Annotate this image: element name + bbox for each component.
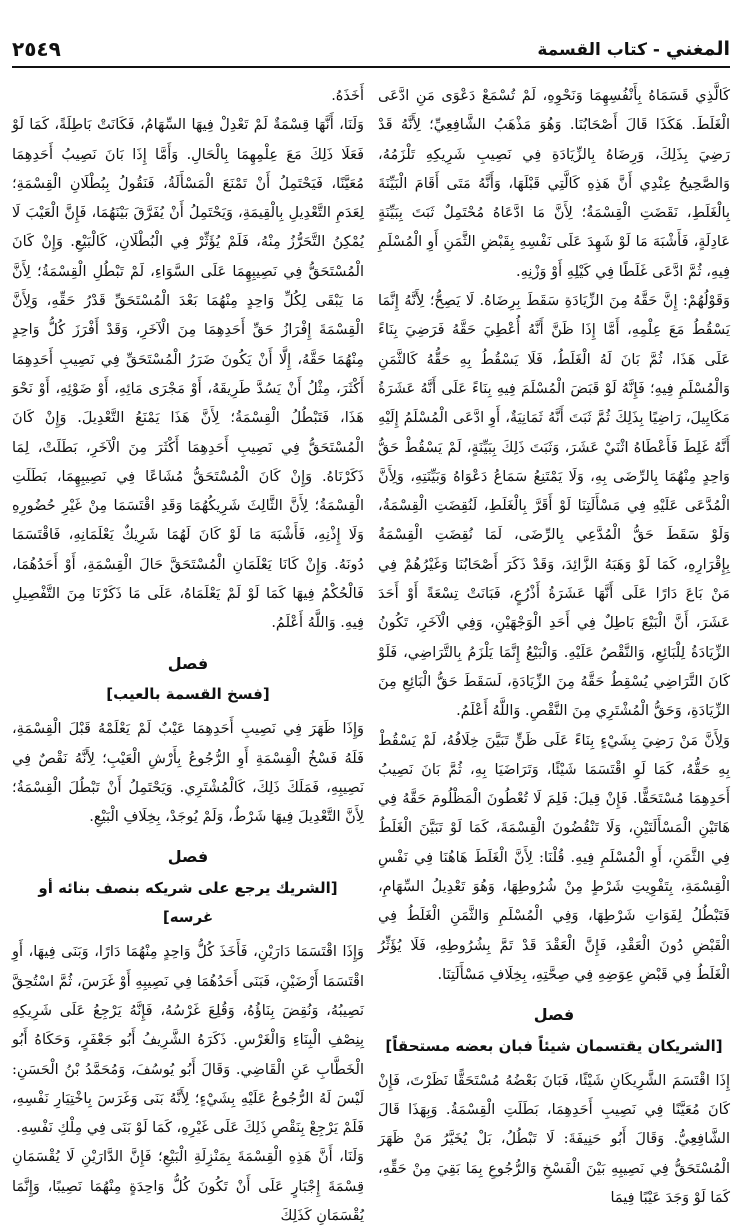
section-heading: فصل xyxy=(167,847,209,867)
paragraph: إِذَا اقْتَسَمَ الشَّرِيكَانِ شَيْئًا، فَبَانَ بَعْضُهُ مُسْتَحَقًّا نَظَرْتَ، فَإِنْ كَانَ مُعَيَّنًا فِي نَصِيبِ أَحَدِهِمَا، بَطَلَتِ الْقِسْمَةُ. وَبِهَذَا قَالَ الشَّافِعِيُّ. وَقَالَ أَبُو حَنِيفَةَ: لَا تَبْطُلُ، بَلْ يُخَيَّرُ مَنْ ظَهَرَ الْمُسْتَحَقُّ فِي نَصِيبِهِ بَيْنَ الْفَسْخِ وَالرُّجُوعِ بِمَا بَقِيَ مِنْ حَقِّهِ، كَمَا لَوْ وَجَدَ عَيْبًا فِيمَا xyxy=(378,1072,730,1206)
section-heading: فصل xyxy=(167,653,209,673)
paragraph: أَخَذَهُ. xyxy=(331,88,364,104)
paragraph: وَلَنَا، أَنَّهَا قِسْمَةٌ لَمْ تَعْدِلْ فِيهَا السِّهَامُ، فَكَانَتْ بَاطِلَةً، كَمَا لَوْ فَعَلَا ذَلِكَ مَعَ عِلْمِهِمَا بِالْحَالِ. وَأَمَّا إِذَا بَانَ نَصِيبُ أَحَدِهِمَا مُعَيَّنًا، فَيَحْتَمِلُ أَنْ تَمْنَعَ الْمَسْأَلَةُ، فَنَقُولُ بِبُطْلَانِ الْقِسْمَةِ؛ لِعَدَمِ التَّعْدِيلِ بِالْقِيمَةِ، وَيَحْتَمِلُ أَنْ يُفَرَّقَ بَيْنَهُمَا، فَإِنَّ الْعَيْبَ لَا يُمْكِنُ التَّحَرُّزُ مِنْهُ، فَلَمْ يُؤَثِّرْ فِي الْبُطْلَانِ، كَالْبَيْعِ. وَإِنْ كَانَ الْمُسْتَحَقُّ فِي نَصِيبِهِمَا عَلَى السَّوَاءِ، لَمْ تَبْطُلِ الْقِسْمَةُ؛ لِأَنَّ مَا يَبْقَى لِكُلِّ وَاحِدٍ مِنْهُمَا بَعْدَ الْمُسْتَحَقِّ قَدْرُ حَقِّهِ، وَلِأَنَّ الْقِسْمَةَ إِفْرَازُ حَقِّ أَحَدِهِمَا مِنَ الْآخَرِ، وَقَدْ أَفْرَزَ كُلُّ وَاحِدٍ مِنْهُمَا حَقَّهُ، إِلَّا أَنْ يَكُونَ ضَرَرُ الْمُسْتَحَقِّ فِي نَصِيبِ أَحَدِهِمَا أَكْثَرَ، مِثْلُ أَنْ يَسُدَّ طَرِيقَهُ، أَوْ مَجْرَى مَائِهِ، أَوْ ضَوْئِهِ، أَوْ نَحْوَ هَذَا، فَتَبْطُلُ الْقِسْمَةُ؛ لِأَنَّ هَذَا يَمْنَعُ التَّعْدِيلَ. وَإِنْ كَانَ الْمُسْتَحَقُّ فِي نَصِيبِ أَحَدِهِمَا أَكْثَرَ مِنَ الْآخَرِ، بَطَلَتْ، لِمَا ذَكَرْنَاهُ. وَإِنْ كَانَ الْمُسْتَحَقُّ مُشَاعًا فِي نَصِيبِهِمَا، بَطَلَتِ الْقِسْمَةُ؛ لِأَنَّ الثَّالِثَ شَرِيكُهُمَا وَقَدِ اقْتَسَمَا مِنْ غَيْرِ حُضُورِهِ وَلَا إِذْنِهِ، فَأَشْبَهَ مَا لَوْ كَانَ لَهُمَا شَرِيكٌ يَعْلَمَانِهِ، فَاقْتَسَمَا دُونَهُ. وَإِنْ كَانَا يَعْلَمَانِ الْمُسْتَحَقَّ حَالَ الْقِسْمَةِ، أَوْ أَحَدُهُمَا، فَالْحُكْمُ فِيهَا كَمَا لَوْ لَمْ يَعْلَمَاهُ، عَلَى مَا ذَكَرْنَا مِنَ التَّفْصِيلِ فِيهِ. وَاللَّهُ أَعْلَمُ. xyxy=(12,117,364,632)
section-subheading: [فسخ القسمة بالعيب] xyxy=(106,684,270,703)
paragraph: وَقَوْلُهُمْ: إِنَّ حَقَّهُ مِنَ الزِّيَادَةِ سَقَطَ بِرِضَاهُ. لَا يَصِحُّ؛ لِأَنَّهُ إِنَّمَا يَسْقُطُ مَعَ عِلْمِهِ، أَمَّا إِذَا ظَنَّ أَنَّهُ أُعْطِيَ حَقَّهُ فَرَضِيَ بِنَاءً عَلَى هَذَا، ثُمَّ بَانَ لَهُ الْغَلَطُ، فَلَا يَسْقُطُ بِهِ حَقُّهُ كَالثَّمَنِ وَالْمُسْلَمِ فِيهِ؛ فَإِنَّهُ لَوْ قَبَضَ الْمُسْلَمَ فِيهِ بِنَاءً عَلَى أَنَّهُ عَشَرَةُ مَكَايِيلَ، رَاضِيًا بِذَلِكَ ثُمَّ ثَبَتَ أَنَّهُ ثَمَانِيَةٌ، أَوِ ادَّعَى الْمُسْلَمُ إِلَيْهِ أَنَّهُ غَلِطَ فَأَعْطَاهُ اثْنَيْ عَشَرَ، وَثَبَتَ ذَلِكَ بِبَيِّنَةٍ، لَمْ يَسْقُطْ حَقُّ وَاحِدٍ مِنْهُمَا بِالرِّضَى بِهِ، وَلَا يَمْتَنِعُ سَمَاعُ دَعْوَاهُ وَبَيِّنَتِهِ، وَلِأَنَّ الْمُدَّعَى عَلَيْهِ فِي مَسْأَلَتِنَا لَوْ أَقَرَّ بِالْغَلَطِ، لَنُقِضَتِ الْقِسْمَةُ، وَلَوْ سَقَطَ حَقُّ الْمُدَّعِي بِالرِّضَى، لَمَا نُقِضَتِ الْقِسْمَةُ بِإِقْرَارِهِ، كَمَا لَوْ وَهَبَهُ الزَّائِدَ، وَقَدْ ذَكَرَ أَصْحَابُنَا وَغَيْرُهُمْ فِي مَنْ بَاعَ دَارًا عَلَى أَنَّهَا عَشَرَةُ أَذْرُعٍ، فَبَانَتْ تِسْعَةً أَوْ أَحَدَ عَشَرَ، أَنَّ الْبَيْعَ بَاطِلٌ فِي أَحَدِ الْوَجْهَيْنِ، وَفِي الْآخَرِ، تَكُونُ الزِّيَادَةُ لِلْبَائِعِ، وَالنَّقْصُ عَلَيْهِ. وَالْبَيْعُ إِنَّمَا يَلْزَمُ بِالتَّرَاضِي، فَلَوْ كَانَ التَّرَاضِي يُسْقِطُ حَقَّهُ مِنَ الزِّيَادَةِ، لَسَقَطَ حَقُّ الْبَائِعِ مِنَ الزِّيَادَةِ، وَحَقُّ الْمُشْتَرِي مِنَ النَّقْصِ. وَاللَّهُ أَعْلَمُ. xyxy=(378,293,730,720)
left-column xyxy=(12,82,364,1224)
paragraph: وَإِذَا ظَهَرَ فِي نَصِيبِ أَحَدِهِمَا عَيْبٌ لَمْ يَعْلَمْهُ قَبْلَ الْقِسْمَةِ، فَلَهُ فَسْخُ الْقِسْمَةِ أَوِ الرُّجُوعُ بِأَرْشِ الْعَيْبِ؛ لِأَنَّهُ نَقْصٌ فِي نَصِيبِهِ، فَمَلَكَ ذَلِكَ، كَالْمُشْتَرِي. وَيَحْتَمِلُ أَنْ تَبْطُلَ الْقِسْمَةُ؛ لِأَنَّ التَّعْدِيلَ فِيهَا شَرْطٌ، وَلَمْ يُوجَدْ، بِخِلَافِ الْبَيْعِ. xyxy=(12,721,364,826)
section-subheading: [الشريكان يقتسمان شيئاً فبان بعضه مستحقاً] xyxy=(385,1036,723,1055)
book-title: المغني xyxy=(665,38,730,60)
paragraph: وَلَنَا، أَنَّ هَذِهِ الْقِسْمَةَ بِمَنْزِلَةِ الْبَيْعِ؛ فَإِنَّ الدَّارَيْنِ لَا يُقْسَمَانِ قِسْمَةَ إِجْبَارٍ عَلَى أَنْ تَكُونَ كُلُّ وَاحِدَةٍ مِنْهُمَا نَصِيبًا، وَإِنَّمَا يُقْسَمَانِ كَذَلِكَ xyxy=(12,1149,364,1224)
section-heading: فصل xyxy=(533,1005,575,1025)
paragraph: وَلِأَنَّ مَنْ رَضِيَ بِشَيْءٍ بِنَاءً عَلَى ظَنٍّ تَبَيَّنَ خِلَافُهُ، لَمْ يَسْقُطْ بِهِ حَقُّهُ، كَمَا لَوِ اقْتَسَمَا شَيْئًا، وَتَرَاضَيَا بِهِ، ثُمَّ بَانَ نَصِيبُ أَحَدِهِمَا مُسْتَحَقًّا. فَإِنْ قِيلَ: فَلِمَ لَا تُعْطُونَ الْمَظْلُومَ حَقَّهُ فِي هَاتَيْنِ الْمَسْأَلَتَيْنِ، وَلَا تَنْقُضُونَ الْقِسْمَةَ، كَمَا لَوْ تَبَيَّنَ الْغَلَطُ فِي الثَّمَنِ، أَوِ الْمُسْلَمِ فِيهِ. قُلْنَا: لِأَنَّ الْغَلَطَ هَاهُنَا فِي نَفْسِ الْقِسْمَةِ، بِتَفْوِيتِ شَرْطٍ مِنْ شُرُوطِهَا، وَهُوَ تَعْدِيلُ السِّهَامِ، فَتَبْطُلُ لِفَوَاتِ شَرْطِهَا، وَفِي الْمُسْلَمِ وَالثَّمَنِ الْغَلَطُ فِي الْقَبْضِ دُونَ الْعَقْدِ، فَإِنَّ الْعَقْدَ قَدْ تَمَّ بِشُرُوطِهِ، فَلَا يُؤَثِّرُ الْغَلَطُ فِي قَبْضِ عِوَضِهِ فِي صِحَّتِهِ، بِخِلَافِ مَسْأَلَتِنَا. xyxy=(378,732,730,983)
title-separator: - xyxy=(647,40,666,60)
running-header xyxy=(12,32,730,68)
page-number: ٢٥٤٩ xyxy=(12,37,61,61)
right-column xyxy=(378,82,730,1206)
paragraph: وَإِذَا اقْتَسَمَا دَارَيْنِ، فَأَخَذَ كُلُّ وَاحِدٍ مِنْهُمَا دَارًا، وَبَنَى فِيهَا، أَوِ اقْتَسَمَا أَرْضَيْنِ، فَبَنَى أَحَدُهُمَا فِي نَصِيبِهِ أَوْ غَرَسَ، ثُمَّ اسْتُحِقَّ نَصِيبُهُ، وَنُقِضَ بِنَاؤُهُ، وَقُلِعَ غَرْسُهُ، فَإِنَّهُ يَرْجِعُ عَلَى شَرِيكِهِ بِنِصْفِ الْبِنَاءِ وَالْغَرْسِ. ذَكَرَهُ الشَّرِيفُ أَبُو جَعْفَرٍ، وَحَكَاهُ أَبُو الْخَطَّابِ عَنِ الْقَاضِي. وَقَالَ أَبُو يُوسُفَ، وَمُحَمَّدُ بْنُ الْحَسَنِ: لَيْسَ لَهُ الرُّجُوعُ عَلَيْهِ بِشَيْءٍ؛ لِأَنَّهُ بَنَى وَغَرَسَ بِاخْتِيَارِ نَفْسِهِ، فَلَمْ يَرْجِعْ بِنَقْصِ ذَلِكَ عَلَى غَيْرِهِ، كَمَا لَوْ بَنَى فِي مِلْكِ نَفْسِهِ. xyxy=(12,944,364,1137)
paragraph: كَالَّذِي قَسَمَاهُ بِأَنْفُسِهِمَا وَنَحْوِهِ، لَمْ تُسْمَعْ دَعْوَى مَنِ ادَّعَى الْغَلَطَ. هَكَذَا قَالَ أَصْحَابُنَا. وَهُوَ مَذْهَبُ الشَّافِعِيِّ؛ لِأَنَّهُ قَدْ رَضِيَ بِذَلِكَ، وَرِضَاهُ بِالزِّيَادَةِ فِي نَصِيبِ شَرِيكِهِ تَلْزَمُهُ، وَالصَّحِيحُ عِنْدِي أَنَّ هَذِهِ كَالَّتِي قَبْلَهَا، وَأَنَّهُ مَتَى أَقَامَ الْبَيِّنَةَ بِالْغَلَطِ، نَقَضَتِ الْقِسْمَةُ؛ لِأَنَّ مَا ادَّعَاهُ مُحْتَمِلٌ ثَبَتَ بِبَيِّنَةٍ عَادِلَةٍ، فَأَشْبَهَ مَا لَوْ شَهِدَ عَلَى نَفْسِهِ بِقَبْضِ الثَّمَنِ أَوِ الْمُسْلَمِ فِيهِ، ثُمَّ ادَّعَى غَلَطًا فِي كَيْلِهِ أَوْ وَزْنِهِ. xyxy=(378,88,730,280)
running-title xyxy=(537,38,730,60)
chapter-title: كتاب القسمة xyxy=(537,40,647,60)
section-subheading: [الشريك يرجع على شريكه بنصف بنائه أو غرسه] xyxy=(38,878,338,927)
